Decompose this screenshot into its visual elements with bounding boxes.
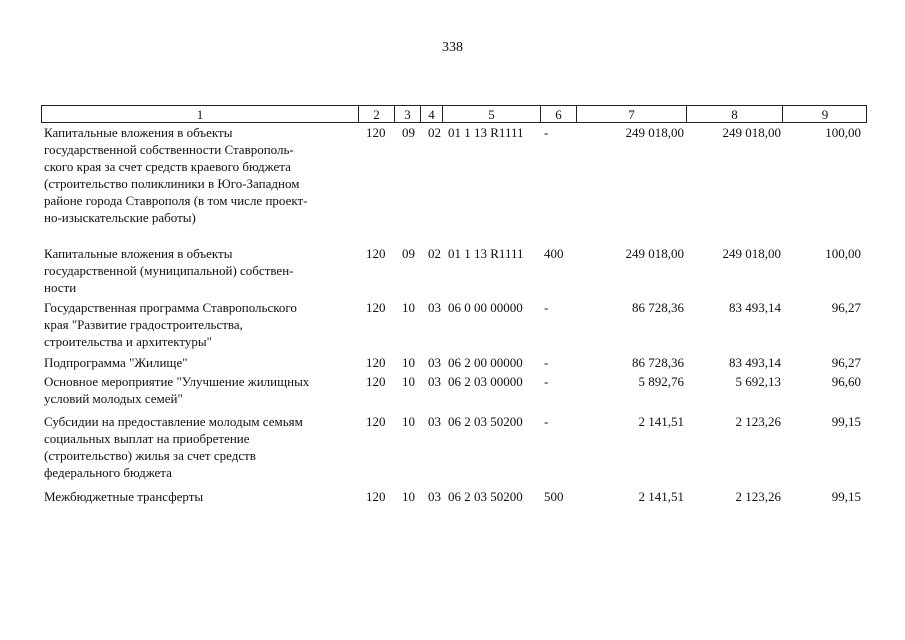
cell-c4: 03 <box>428 374 441 389</box>
cell-c8: 2 123,26 <box>735 414 781 429</box>
cell-c8: 83 493,14 <box>729 300 781 315</box>
row-name-line: социальных выплат на приобретение <box>44 431 250 446</box>
cell-c2: 120 <box>366 355 386 370</box>
row-name-line: ского края за счет средств краевого бюджета <box>44 159 291 174</box>
cell-c8: 5 692,13 <box>735 374 781 389</box>
cell-c3: 10 <box>402 300 415 315</box>
cell-c4: 03 <box>428 355 441 370</box>
row-name-line: Государственная программа Ставропольского <box>44 300 297 315</box>
cell-c8: 249 018,00 <box>722 125 781 140</box>
row-name-line: ности <box>44 280 77 295</box>
page-number: 338 <box>442 40 463 55</box>
cell-c6: - <box>544 300 549 315</box>
row-name-line: строительства и архитектуры" <box>44 334 212 349</box>
row-name-line: Капитальные вложения в объекты <box>44 125 233 140</box>
row-name-line: но-изыскательские работы) <box>44 210 196 225</box>
row-name <box>44 245 360 296</box>
cell-c8: 249 018,00 <box>722 246 781 261</box>
cell-c7: 249 018,00 <box>625 246 684 261</box>
cell-c2: 120 <box>366 374 386 389</box>
row-name-line: (строительство) жилья за счет средств <box>44 448 256 463</box>
cell-c4: 02 <box>428 246 441 261</box>
cell-c3: 09 <box>402 125 415 140</box>
cell-c2: 120 <box>366 300 386 315</box>
cell-c5: 01 1 13 R1111 <box>448 125 524 140</box>
cell-c9: 99,15 <box>831 414 861 429</box>
row-name-line: государственной собственности Ставрополь- <box>44 142 294 157</box>
cell-c9: 96,60 <box>831 374 861 389</box>
cell-c6: 400 <box>544 246 564 261</box>
cell-c7: 2 141,51 <box>638 489 684 504</box>
cell-c3: 10 <box>402 374 415 389</box>
cell-c2: 120 <box>366 125 386 140</box>
cell-c2: 120 <box>366 246 386 261</box>
cell-c3: 10 <box>402 355 415 370</box>
header-col-7: 7 <box>576 106 686 122</box>
cell-c9: 100,00 <box>825 125 861 140</box>
cell-c6: - <box>544 125 549 140</box>
cell-c9: 96,27 <box>831 355 861 370</box>
cell-c4: 03 <box>428 489 441 504</box>
row-name <box>44 488 360 505</box>
cell-c5: 06 2 03 50200 <box>448 414 523 429</box>
cell-c3: 09 <box>402 246 415 261</box>
cell-c5: 06 0 00 00000 <box>448 300 523 315</box>
cell-c8: 2 123,26 <box>735 489 781 504</box>
cell-c7: 2 141,51 <box>638 414 684 429</box>
cell-c8: 83 493,14 <box>729 355 781 370</box>
row-name-line: федерального бюджета <box>44 465 172 480</box>
cell-c5: 01 1 13 R1111 <box>448 246 524 261</box>
row-name-line: районе города Ставрополя (в том числе проект- <box>44 193 308 208</box>
cell-c7: 5 892,76 <box>638 374 684 389</box>
cell-c9: 96,27 <box>831 300 861 315</box>
header-col-5: 5 <box>442 106 540 122</box>
row-name <box>44 354 360 371</box>
header-col-9: 9 <box>782 106 867 122</box>
cell-c6: - <box>544 355 549 370</box>
cell-c5: 06 2 00 00000 <box>448 355 523 370</box>
cell-c2: 120 <box>366 414 386 429</box>
header-col-4: 4 <box>420 106 442 122</box>
header-col-3: 3 <box>394 106 420 122</box>
cell-c7: 86 728,36 <box>632 355 684 370</box>
row-name-line: государственной (муниципальной) собствен- <box>44 263 294 278</box>
cell-c7: 86 728,36 <box>632 300 684 315</box>
cell-c4: 03 <box>428 300 441 315</box>
row-name-line: края "Развитие градостроительства, <box>44 317 243 332</box>
cell-c9: 99,15 <box>831 489 861 504</box>
row-name-line: Основное мероприятие "Улучшение жилищных <box>44 374 310 389</box>
cell-c4: 02 <box>428 125 441 140</box>
header-col-2: 2 <box>358 106 394 122</box>
cell-c5: 06 2 03 50200 <box>448 489 523 504</box>
cell-c6: - <box>544 374 549 389</box>
row-name <box>44 413 360 481</box>
row-name-line: условий молодых семей" <box>44 391 183 406</box>
cell-c6: 500 <box>544 489 564 504</box>
header-col-1: 1 <box>196 107 204 122</box>
row-name <box>44 124 360 226</box>
cell-c5: 06 2 03 00000 <box>448 374 523 389</box>
row-name <box>44 373 360 407</box>
row-name-line: Подпрограмма "Жилище" <box>44 355 188 370</box>
cell-c9: 100,00 <box>825 246 861 261</box>
header-col-8: 8 <box>686 106 782 122</box>
row-name-line: Субсидии на предоставление молодым семьям <box>44 414 303 429</box>
row-name-line: Межбюджетные трансферты <box>44 489 204 504</box>
cell-c3: 10 <box>402 489 415 504</box>
cell-c6: - <box>544 414 549 429</box>
cell-c4: 03 <box>428 414 441 429</box>
row-name-line: (строительство поликлиники в Юго-Западном <box>44 176 300 191</box>
row-name-line: Капитальные вложения в объекты <box>44 246 233 261</box>
cell-c2: 120 <box>366 489 386 504</box>
header-col-6: 6 <box>540 106 576 122</box>
cell-c7: 249 018,00 <box>625 125 684 140</box>
cell-c3: 10 <box>402 414 415 429</box>
row-name <box>44 299 360 350</box>
table-header <box>41 105 867 123</box>
